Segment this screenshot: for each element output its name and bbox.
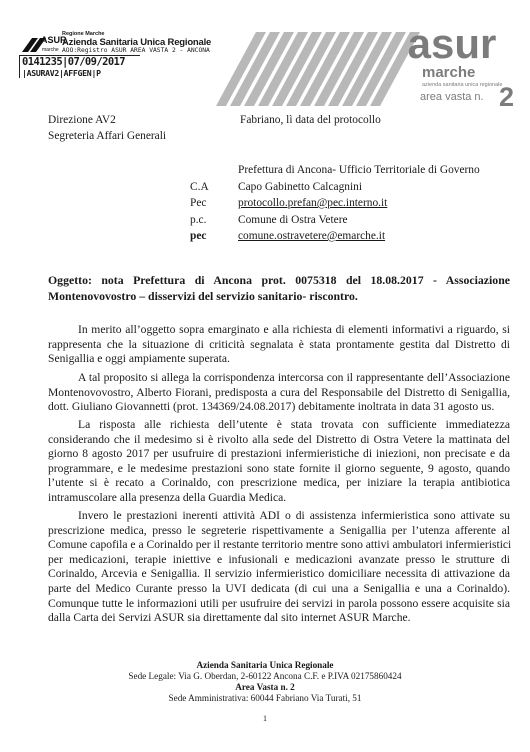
footer-admin-address: Sede Amministrativa: 60044 Fabriano Via Turati, 51 bbox=[168, 693, 362, 703]
recipient-label-pec-cc: pec bbox=[190, 230, 207, 242]
asur-marche-logo bbox=[216, 20, 524, 110]
protocol-number: 0141235|07/09/2017 bbox=[22, 56, 125, 68]
recipient-label-ca: C.A bbox=[190, 181, 209, 193]
text-line: La risposta alle richiesta dell’utente è stata trovata con sufficiente immediatezza bbox=[78, 418, 510, 431]
asur-stamp-logo bbox=[20, 34, 67, 54]
paragraph-3 bbox=[48, 418, 510, 506]
recipient-ca: Capo Gabinetto Calcagnini bbox=[238, 181, 363, 193]
footer-legal-address: Sede Legale: Via G. Oberdan, 2-60122 Ancona C.F. e P.IVA 02175860424 bbox=[128, 671, 402, 681]
stamp-region-label: Regione Marche bbox=[62, 31, 105, 37]
text-line: Invero le prestazioni inerenti attività ADI o di assistenza infermieristica sono attivate su bbox=[78, 509, 510, 522]
recipient-main: Prefettura di Ancona- Ufficio Territoriale di Governo bbox=[238, 164, 480, 176]
text-line: A tal proposito si allega la corrispondenza intercorsa con il rappresentante dell’Associazione bbox=[78, 371, 510, 384]
text-line: l’utente si è recato a Corinaldo, con prescrizione medica, per iniziare la terapia antibiotica bbox=[48, 476, 510, 490]
paragraph-2 bbox=[48, 371, 510, 415]
recipient-label-pec: Pec bbox=[190, 197, 207, 209]
subject-line: Oggetto: nota Prefettura di Ancona prot. 0075318 del 18.08.2017 - Associazione bbox=[48, 273, 510, 287]
sender-department: Direzione AV2 bbox=[48, 114, 116, 126]
text-line: dott. Giuliano Giovannetti (prot. 134369/24.08.2017) debitamente inoltrata in data 31 agosto us. bbox=[48, 400, 495, 414]
text-line: Comune capofila e a Corinaldo per il restante territorio mentre sono attivi ambulatori infermieristici bbox=[48, 538, 512, 552]
subject bbox=[48, 272, 510, 304]
svg-text:area vasta n.: area vasta n. bbox=[420, 91, 484, 103]
footer-org: Azienda Sanitaria Unica Regionale bbox=[196, 660, 334, 670]
text-line: per medicazioni, terapie iniettive e infusionali e medicazioni avanzate presso le strutture di bbox=[48, 552, 510, 566]
prefecture-pec-link[interactable]: protocollo.prefan@pec.interno.it bbox=[238, 197, 388, 209]
text-line: parte del Medico Curante presso la UVI dedicata (di cui una a Senigallia e una a Corinaldo). bbox=[48, 581, 510, 595]
text-line: dalla Carta dei Servizi ASUR sia direttamente dal sito internet ASUR Marche. bbox=[48, 611, 411, 625]
svg-text:2: 2 bbox=[499, 82, 515, 112]
svg-text:marche: marche bbox=[422, 64, 476, 81]
svg-text:marche: marche bbox=[42, 47, 59, 53]
stamp-org-name: Azienda Sanitaria Unica Regionale bbox=[62, 37, 212, 48]
recipient-label-pc: p.c. bbox=[190, 214, 207, 226]
subject-line: Montenovovostro – disservizi del servizio sanitario- riscontro. bbox=[48, 289, 358, 303]
text-line: considerando che il medesimo si è rivolto alla sede del Distretto di Ostra Vetere la mattinata del bbox=[48, 432, 510, 446]
text-line: Comunque tutte le informazioni utili per usufruire dei servizi in parola possono essere acquisite sia bbox=[48, 596, 510, 610]
stamp-registry: AOO:Registro ASUR AREA VASTA 2 - ANCONA bbox=[62, 47, 210, 54]
text-line: programmare, e le medesime prestazioni sono state fornite il giorno seguente, 9 agosto, quando bbox=[48, 461, 510, 475]
svg-text:ASUR: ASUR bbox=[41, 35, 67, 45]
place-date: Fabriano, lì data del protocollo bbox=[240, 114, 381, 126]
text-line: Senigallia e oggi ampiamente superata. bbox=[48, 352, 230, 366]
page-number: 1 bbox=[263, 714, 267, 723]
recipient-cc: Comune di Ostra Vetere bbox=[238, 214, 348, 226]
comune-pec-link[interactable]: comune.ostravetere@emarche.it bbox=[238, 230, 386, 242]
protocol-office: |ASURAV2|AFFGEN|P bbox=[22, 68, 101, 78]
paragraph-1 bbox=[48, 323, 510, 367]
svg-text:azienda sanitaria unica region: azienda sanitaria unica regionale bbox=[422, 82, 503, 88]
svg-text:asur: asur bbox=[407, 20, 497, 67]
text-line: Montenovovostro, Alberto Fiorani, predisposta a cura del Responsabile del Distretto di Senigallia, bbox=[48, 385, 510, 399]
text-line: In merito all’oggetto sopra emarginato e alla richiesta di elementi informativi a riguardo, si bbox=[78, 323, 510, 336]
text-line: giorno 8 agosto 2017 per usufruire di prestazioni infermieristiche di iniezioni, non precisate e da bbox=[48, 447, 510, 461]
sender-office: Segreteria Affari Generali bbox=[48, 130, 167, 142]
text-line: prescrizione medica, presso le segreterie rispettivamente a Senigallia per l’utenza afferente al bbox=[48, 523, 510, 537]
footer-area: Area Vasta n. 2 bbox=[235, 682, 295, 692]
text-line: Corinaldo, Arcevia e Senigallia. Il servizio infermieristico domiciliare necessita di attivazione da bbox=[48, 567, 510, 581]
text-line: intramuscolare alla presenza della Guardia Medica. bbox=[48, 490, 287, 504]
paragraph-4 bbox=[48, 509, 510, 626]
text-line: rappresenta che la situazione di criticità segnalata è stata prontamente gestita dal Distretto di bbox=[48, 337, 510, 351]
